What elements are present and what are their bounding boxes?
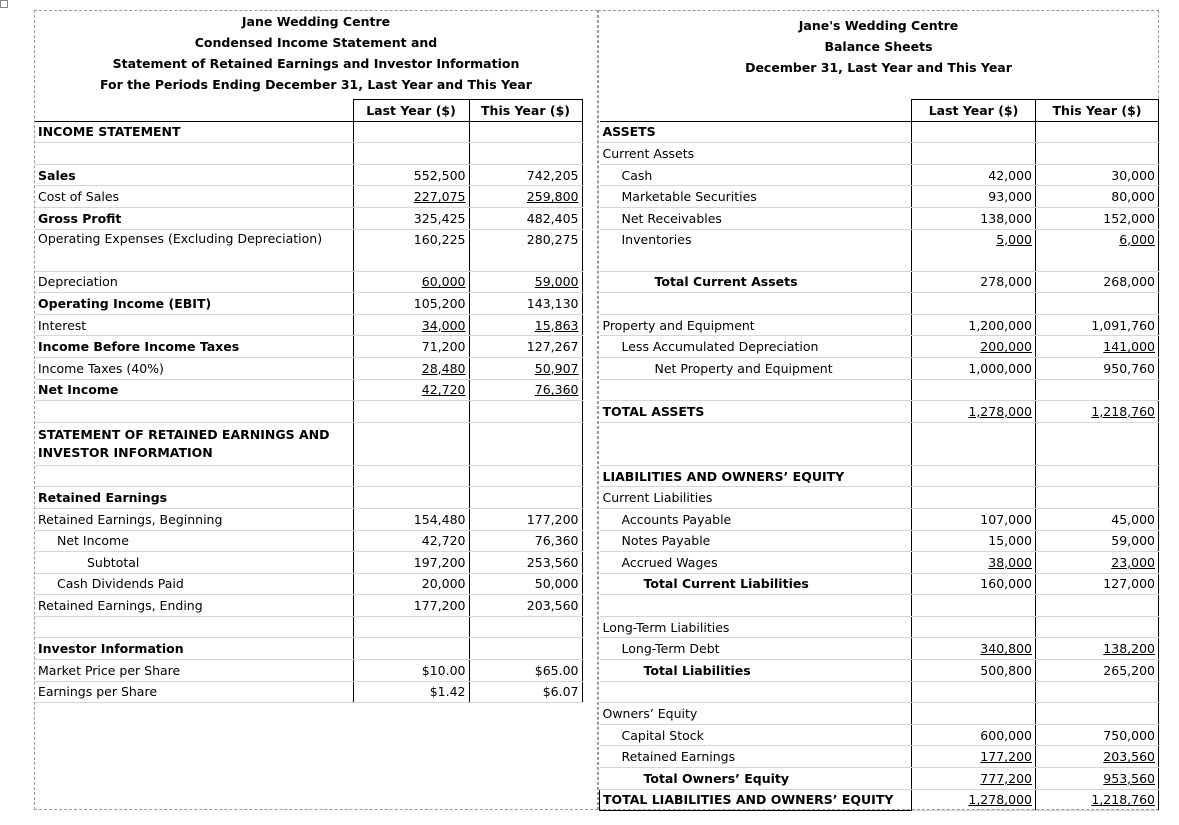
cell-last-year: 777,200 <box>912 768 1036 790</box>
cell-this-year: 750,000 <box>1036 724 1159 746</box>
cell-this-year: 30,000 <box>1036 164 1159 186</box>
table-row <box>35 164 597 186</box>
table-row <box>600 768 1159 790</box>
row-label: Less Accumulated Depreciation <box>600 336 912 358</box>
cell-last-year: 1,278,000 <box>912 789 1036 811</box>
cell-this-year <box>469 401 582 423</box>
cell-last-year: 1,000,000 <box>912 357 1036 379</box>
cell-last-year <box>912 465 1036 487</box>
row-label: Retained Earnings <box>600 746 912 768</box>
table-row <box>600 293 1159 315</box>
row-label: TOTAL ASSETS <box>600 401 912 423</box>
row-label: Retained Earnings, Ending <box>35 595 353 617</box>
cell-last-year: 42,000 <box>912 164 1036 186</box>
row-label: Subtotal <box>35 552 353 574</box>
cell-this-year: 80,000 <box>1036 186 1159 208</box>
table-row <box>600 357 1159 379</box>
cell-this-year <box>1036 681 1159 703</box>
cell-last-year <box>353 401 469 423</box>
table-row <box>35 229 597 271</box>
table-row <box>600 143 1159 165</box>
row-label: Total Owners’ Equity <box>600 768 912 790</box>
cell-last-year <box>353 638 469 660</box>
cell-last-year: 28,480 <box>353 357 469 379</box>
cell-last-year: 1,278,000 <box>912 401 1036 423</box>
cell-this-year: 253,560 <box>469 552 582 574</box>
cell-this-year <box>1036 379 1159 401</box>
table-row <box>600 314 1159 336</box>
cell-last-year: 20,000 <box>353 573 469 595</box>
table-row <box>35 121 597 143</box>
cell-last-year <box>912 121 1036 143</box>
cell-last-year: 93,000 <box>912 186 1036 208</box>
cell-this-year: 1,091,760 <box>1036 314 1159 336</box>
table-row <box>600 229 1159 271</box>
cell-last-year <box>912 422 1036 465</box>
row-label: STATEMENT OF RETAINED EARNINGS AND INVESTOR INFORMATION <box>35 422 353 465</box>
table-row <box>35 186 597 208</box>
cell-this-year <box>1036 422 1159 465</box>
cell-last-year <box>353 422 469 465</box>
income-title-line-2: Condensed Income Statement and <box>194 35 438 50</box>
cell-this-year: 268,000 <box>1036 271 1159 293</box>
table-row <box>35 508 597 530</box>
row-label: ASSETS <box>600 121 912 143</box>
row-label: Accrued Wages <box>600 552 912 574</box>
table-row <box>35 660 597 682</box>
row-label: Retained Earnings <box>35 487 353 509</box>
cell-last-year: 227,075 <box>353 186 469 208</box>
cell-last-year <box>912 379 1036 401</box>
cell-this-year <box>1036 143 1159 165</box>
cell-this-year: 127,267 <box>469 336 582 358</box>
cell-this-year <box>469 616 582 638</box>
cell-this-year <box>469 143 582 165</box>
cell-this-year <box>1036 465 1159 487</box>
row-label: Net Income <box>35 530 353 552</box>
table-row <box>35 143 597 165</box>
cell-this-year: 203,560 <box>469 595 582 617</box>
cell-last-year <box>912 681 1036 703</box>
cell-this-year: 265,200 <box>1036 660 1159 682</box>
cell-this-year: 138,200 <box>1036 638 1159 660</box>
cell-this-year: 482,405 <box>469 207 582 229</box>
table-row <box>600 530 1159 552</box>
cell-last-year: 177,200 <box>353 595 469 617</box>
table-row <box>35 357 597 379</box>
cell-last-year: 1,200,000 <box>912 314 1036 336</box>
table-row <box>35 207 597 229</box>
cell-last-year: 278,000 <box>912 271 1036 293</box>
row-label: Total Current Liabilities <box>600 573 912 595</box>
cell-this-year: 742,205 <box>469 164 582 186</box>
cell-this-year <box>469 121 582 143</box>
cell-this-year: 15,863 <box>469 314 582 336</box>
table-row <box>600 401 1159 423</box>
cell-this-year: 127,000 <box>1036 573 1159 595</box>
balance-sheet-panel <box>598 10 1159 810</box>
balance-header-row <box>600 100 1159 122</box>
cell-this-year: 23,000 <box>1036 552 1159 574</box>
row-label: Cash Dividends Paid <box>35 573 353 595</box>
table-row <box>600 638 1159 660</box>
cell-this-year <box>469 638 582 660</box>
cell-last-year: 5,000 <box>912 229 1036 271</box>
balance-title-line-2: Balance Sheets <box>824 39 933 54</box>
cell-last-year: 197,200 <box>353 552 469 574</box>
row-label: Sales <box>35 164 353 186</box>
table-row <box>600 271 1159 293</box>
row-label <box>600 293 912 315</box>
cell-last-year: 154,480 <box>353 508 469 530</box>
cell-this-year: 953,560 <box>1036 768 1159 790</box>
cell-last-year: 200,000 <box>912 336 1036 358</box>
cell-last-year <box>912 595 1036 617</box>
balance-title-line-1: Jane's Wedding Centre <box>798 18 959 33</box>
cell-this-year <box>1036 487 1159 509</box>
income-statement-table <box>35 99 597 703</box>
row-label <box>600 422 912 465</box>
row-label: Market Price per Share <box>35 660 353 682</box>
income-col-last-year: Last Year ($) <box>353 100 469 122</box>
cell-last-year: 325,425 <box>353 207 469 229</box>
cell-this-year <box>1036 703 1159 725</box>
row-label: Total Current Assets <box>600 271 912 293</box>
row-label <box>35 401 353 423</box>
cell-last-year: 500,800 <box>912 660 1036 682</box>
row-label: Long-Term Liabilities <box>600 616 912 638</box>
cell-last-year: 60,000 <box>353 271 469 293</box>
cell-this-year: 950,760 <box>1036 357 1159 379</box>
table-row <box>35 336 597 358</box>
cell-this-year: 59,000 <box>1036 530 1159 552</box>
cell-last-year: 42,720 <box>353 379 469 401</box>
cell-last-year: $1.42 <box>353 681 469 703</box>
income-header-row <box>35 100 597 122</box>
table-row <box>35 379 597 401</box>
cell-this-year: 50,907 <box>469 357 582 379</box>
cell-last-year: 107,000 <box>912 508 1036 530</box>
table-row <box>600 508 1159 530</box>
cell-last-year: 38,000 <box>912 552 1036 574</box>
cell-last-year: 340,800 <box>912 638 1036 660</box>
cell-this-year: 143,130 <box>469 293 582 315</box>
row-label: Cash <box>600 164 912 186</box>
income-title-line-1: Jane Wedding Centre <box>241 14 391 29</box>
row-label: Investor Information <box>35 638 353 660</box>
row-label <box>600 595 912 617</box>
cell-last-year <box>912 616 1036 638</box>
table-row <box>35 552 597 574</box>
table-row <box>600 336 1159 358</box>
cell-last-year <box>912 293 1036 315</box>
cell-this-year: 50,000 <box>469 573 582 595</box>
cell-this-year: 76,360 <box>469 379 582 401</box>
cell-this-year: 1,218,760 <box>1036 401 1159 423</box>
table-row <box>600 487 1159 509</box>
cell-last-year: $10.00 <box>353 660 469 682</box>
row-label <box>35 143 353 165</box>
row-label: Income Before Income Taxes <box>35 336 353 358</box>
cell-last-year <box>353 487 469 509</box>
table-row <box>600 746 1159 768</box>
table-row <box>35 465 597 487</box>
cell-last-year <box>353 616 469 638</box>
table-row <box>35 293 597 315</box>
cell-last-year <box>912 487 1036 509</box>
row-label: Gross Profit <box>35 207 353 229</box>
table-row <box>600 595 1159 617</box>
table-row <box>35 487 597 509</box>
table-row <box>600 789 1159 811</box>
row-label: Retained Earnings, Beginning <box>35 508 353 530</box>
row-label: INCOME STATEMENT <box>35 121 353 143</box>
row-label <box>600 379 912 401</box>
cell-this-year: 177,200 <box>469 508 582 530</box>
cell-this-year: 59,000 <box>469 271 582 293</box>
balance-col-this-year: This Year ($) <box>1036 100 1159 122</box>
cell-this-year: $6.07 <box>469 681 582 703</box>
table-row <box>600 121 1159 143</box>
table-row <box>35 530 597 552</box>
row-label: Current Assets <box>600 143 912 165</box>
cell-last-year <box>912 703 1036 725</box>
table-row <box>35 271 597 293</box>
table-row <box>35 616 597 638</box>
row-label: Net Receivables <box>600 207 912 229</box>
cell-last-year <box>353 143 469 165</box>
sheet-corner-marker <box>0 0 8 8</box>
table-row <box>600 681 1159 703</box>
row-label: Operating Income (EBIT) <box>35 293 353 315</box>
row-label: Interest <box>35 314 353 336</box>
row-label: Cost of Sales <box>35 186 353 208</box>
balance-title-line-3: December 31, Last Year and This Year <box>745 60 1012 75</box>
income-col-this-year: This Year ($) <box>469 100 582 122</box>
cell-this-year <box>1036 293 1159 315</box>
income-title-line-3: Statement of Retained Earnings and Investor Information <box>112 56 520 71</box>
row-label: Capital Stock <box>600 724 912 746</box>
table-row <box>600 207 1159 229</box>
row-label: Accounts Payable <box>600 508 912 530</box>
row-label: Inventories <box>600 229 912 271</box>
cell-this-year: 203,560 <box>1036 746 1159 768</box>
row-label: Total Liabilities <box>600 660 912 682</box>
cell-this-year: 45,000 <box>1036 508 1159 530</box>
table-row <box>600 703 1159 725</box>
row-label: Current Liabilities <box>600 487 912 509</box>
cell-last-year: 42,720 <box>353 530 469 552</box>
cell-this-year: 1,218,760 <box>1036 789 1159 811</box>
cell-this-year <box>1036 616 1159 638</box>
row-label: Long-Term Debt <box>600 638 912 660</box>
table-row <box>35 595 597 617</box>
cell-this-year <box>1036 121 1159 143</box>
row-label: Income Taxes (40%) <box>35 357 353 379</box>
row-label: Depreciation <box>35 271 353 293</box>
table-row <box>35 401 597 423</box>
table-row <box>600 379 1159 401</box>
cell-last-year: 15,000 <box>912 530 1036 552</box>
row-label: Net Property and Equipment <box>600 357 912 379</box>
income-title-line-4: For the Periods Ending December 31, Last Year and This Year <box>100 77 532 92</box>
balance-sheet-titles <box>599 15 1158 78</box>
cell-last-year: 71,200 <box>353 336 469 358</box>
table-row <box>600 465 1159 487</box>
row-label: LIABILITIES AND OWNERS’ EQUITY <box>600 465 912 487</box>
cell-this-year: $65.00 <box>469 660 582 682</box>
table-row <box>35 573 597 595</box>
table-row <box>35 422 597 465</box>
balance-sheet-table <box>599 99 1159 811</box>
row-label <box>35 616 353 638</box>
cell-this-year: 141,000 <box>1036 336 1159 358</box>
table-row <box>600 660 1159 682</box>
table-row <box>600 186 1159 208</box>
row-label: Property and Equipment <box>600 314 912 336</box>
cell-last-year <box>353 121 469 143</box>
table-row <box>600 422 1159 465</box>
cell-this-year: 152,000 <box>1036 207 1159 229</box>
table-row <box>600 573 1159 595</box>
table-row <box>600 616 1159 638</box>
row-label: Notes Payable <box>600 530 912 552</box>
cell-this-year <box>469 487 582 509</box>
cell-last-year: 552,500 <box>353 164 469 186</box>
balance-col-last-year: Last Year ($) <box>912 100 1036 122</box>
cell-last-year: 105,200 <box>353 293 469 315</box>
table-row <box>35 638 597 660</box>
table-row <box>35 681 597 703</box>
row-label: Earnings per Share <box>35 681 353 703</box>
row-label: Operating Expenses (Excluding Depreciation) <box>35 229 353 271</box>
cell-this-year: 76,360 <box>469 530 582 552</box>
cell-last-year: 160,225 <box>353 229 469 271</box>
table-row <box>600 552 1159 574</box>
cell-this-year: 6,000 <box>1036 229 1159 271</box>
cell-this-year: 280,275 <box>469 229 582 271</box>
cell-last-year: 34,000 <box>353 314 469 336</box>
cell-this-year: 259,800 <box>469 186 582 208</box>
cell-last-year: 600,000 <box>912 724 1036 746</box>
cell-last-year: 177,200 <box>912 746 1036 768</box>
row-label <box>600 681 912 703</box>
cell-last-year: 160,000 <box>912 573 1036 595</box>
table-row <box>600 724 1159 746</box>
table-row <box>600 164 1159 186</box>
cell-this-year <box>1036 595 1159 617</box>
table-row <box>35 314 597 336</box>
cell-last-year <box>912 143 1036 165</box>
cell-last-year: 138,000 <box>912 207 1036 229</box>
income-statement-panel <box>34 10 598 810</box>
income-statement-titles <box>35 11 597 95</box>
row-label: Owners’ Equity <box>600 703 912 725</box>
cell-this-year <box>469 422 582 465</box>
row-label: Net Income <box>35 379 353 401</box>
row-label: TOTAL LIABILITIES AND OWNERS’ EQUITY <box>600 789 912 811</box>
row-label: Marketable Securities <box>600 186 912 208</box>
